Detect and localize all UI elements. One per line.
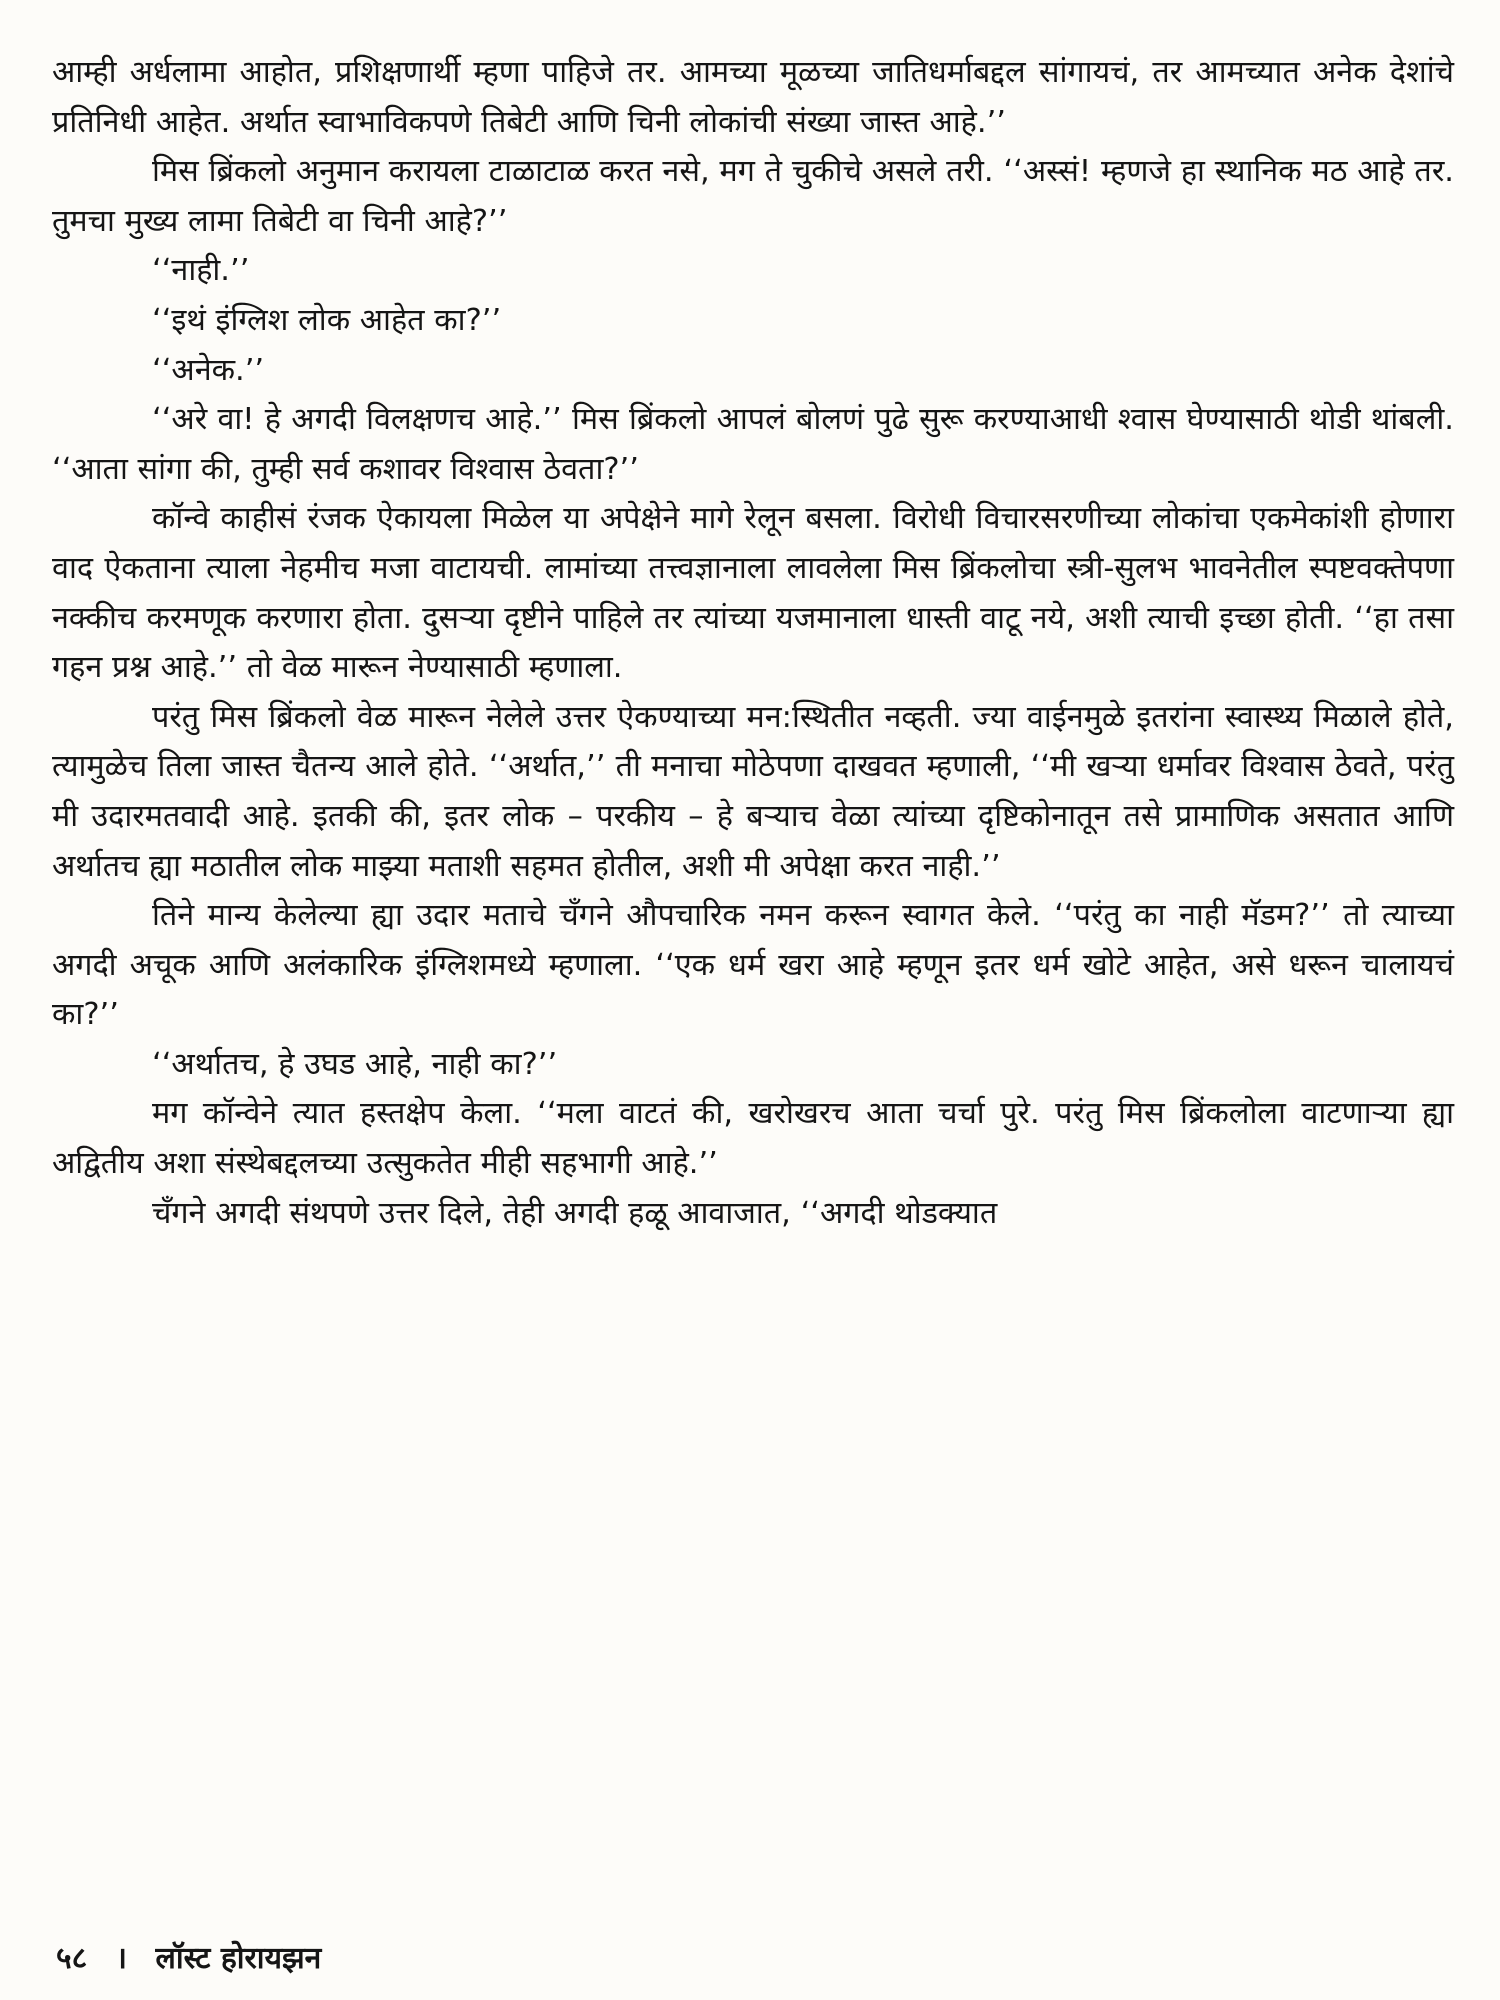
- paragraph: मग कॉन्वेने त्यात हस्तक्षेप केला. ‘‘मला वाटतं की, खरोखरच आता चर्चा पुरे. परंतु मिस ब्रिंकलोला वाटणाऱ्या ह्या अद्वितीय अशा संस्थेबद्दलच्या उत्सुकतेत मीही सहभागी आहे.’’: [52, 1096, 1454, 1182]
- paragraph: ‘‘अर्थातच, हे उघड आहे, नाही का?’’: [152, 1046, 558, 1082]
- book-title: लॉस्ट होरायझन: [155, 1941, 322, 1976]
- paragraph: परंतु मिस ब्रिंकलो वेळ मारून नेलेले उत्तर ऐकण्याच्या मन:स्थितीत नव्हती. ज्या वाईनमुळे इतरांना स्वास्थ्य मिळाले होते, त्यामुळेच तिला जास्त चैतन्य आले होते. ‘‘अर्थात,’’ ती मनाचा मोठेपणा दाखवत म्हणाली, ‘‘मी खऱ्या धर्मावर विश्वास ठेवते, परंतु मी उदारमतवादी आहे. इतकी की, इतर लोक – परकीय – हे बऱ्याच वेळा त्यांच्या दृष्टिकोनातून तसे प्रामाणिक असतात आणि अर्थातच ह्या मठातील लोक माझ्या मताशी सहमत होतील, अशी मी अपेक्षा करत नाही.’’: [52, 699, 1454, 884]
- paragraph: ‘‘अरे वा! हे अगदी विलक्षणच आहे.’’ मिस ब्रिंकलो आपलं बोलणं पुढे सुरू करण्याआधी श्वास घेण्यासाठी थोडी थांबली. ‘‘आता सांगा की, तुम्ही सर्व कशावर विश्वास ठेवता?’’: [52, 402, 1454, 487]
- paragraph: ‘‘नाही.’’: [152, 253, 250, 289]
- paragraph: कॉन्वे काहीसं रंजक ऐकायला मिळेल या अपेक्षेने मागे रेलून बसला. विरोधी विचारसरणीच्या लोकांचा एकमेकांशी होणारा वाद ऐकताना त्याला नेहमीच मजा वाटायची. लामांच्या तत्त्वज्ञानाला लावलेला मिस ब्रिंकलोचा स्त्री-सुलभ भावनेतील स्पष्टवक्तेपणा नक्कीच करमणूक करणारा होता. दुसऱ्या दृष्टीने पाहिले तर त्यांच्या यजमानाला धास्ती वाटू नये, अशी त्याची इच्छा होती. ‘‘हा तसा गहन प्रश्न आहे.’’ तो वेळ मारून नेण्यासाठी म्हणाला.: [52, 501, 1454, 686]
- paragraph: आम्ही अर्धलामा आहोत, प्रशिक्षणार्थी म्हणा पाहिजे तर. आमच्या मूळच्या जातिधर्माबद्दल सांगायचं, तर आमच्यात अनेक देशांचे प्रतिनिधी आहेत. अर्थात स्वाभाविकपणे तिबेटी आणि चिनी लोकांची संख्या जास्त आहे.’’: [52, 55, 1454, 140]
- paragraph: मिस ब्रिंकलो अनुमान करायला टाळाटाळ करत नसे, मग ते चुकीचे असले तरी. ‘‘अस्सं! म्हणजे हा स्थानिक मठ आहे तर. तुमचा मुख्य लामा तिबेटी वा चिनी आहे?’’: [52, 154, 1454, 239]
- page-number: ५८: [56, 1941, 88, 1976]
- paragraph: ‘‘अनेक.’’: [152, 352, 265, 388]
- footer-separator: ।: [115, 1941, 128, 1976]
- page-footer: [56, 1936, 339, 1977]
- paragraph: ‘‘इथं इंग्लिश लोक आहेत का?’’: [152, 302, 502, 338]
- paragraph: चँगने अगदी संथपणे उत्तर दिले, तेही अगदी हळू आवाजात, ‘‘अगदी थोडक्यात: [152, 1195, 998, 1231]
- body-text: [52, 48, 1454, 1238]
- paragraph: तिने मान्य केलेल्या ह्या उदार मताचे चँगने औपचारिक नमन करून स्वागत केले. ‘‘परंतु का नाही मॅडम?’’ तो त्याच्या अगदी अचूक आणि अलंकारिक इंग्लिशमध्ये म्हणाला. ‘‘एक धर्म खरा आहे म्हणून इतर धर्म खोटे आहेत, असे धरून चालायचं का?’’: [52, 898, 1454, 1033]
